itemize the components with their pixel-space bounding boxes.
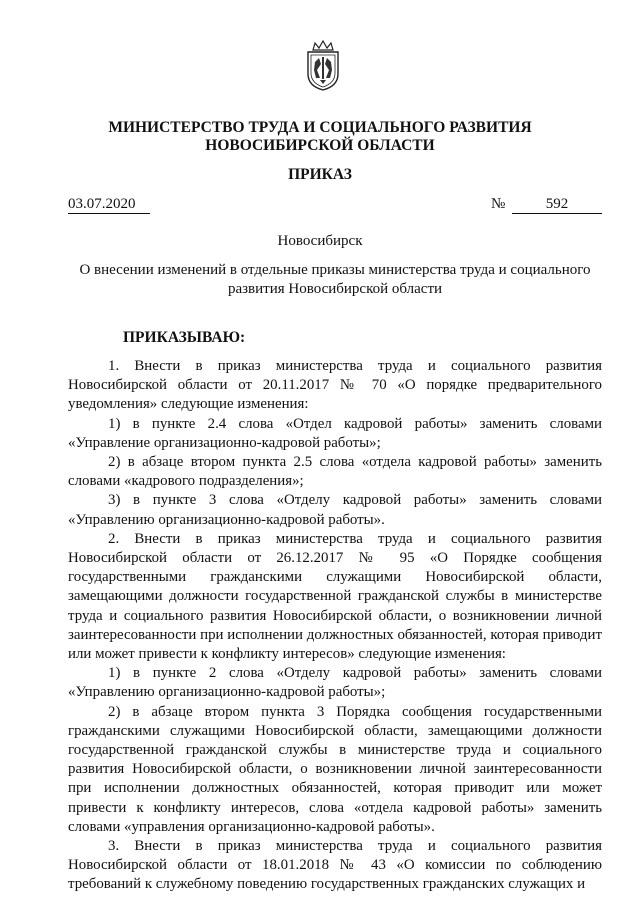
- paragraph: 1) в пункте 2.4 слова «Отдел кадровой работы» заменить словами «Управление организационно-кадровой работы»;: [68, 415, 602, 451]
- order-body: [68, 357, 602, 895]
- order-subject: О внесении изменений в отдельные приказы министерства труда и социального развития Новосибирской области: [79, 262, 591, 297]
- number-label: №: [491, 196, 506, 212]
- city: Новосибирск: [277, 233, 363, 249]
- ministry-name-line2: НОВОСИБИРСКОЙ ОБЛАСТИ: [205, 137, 435, 154]
- paragraph: 3. Внести в приказ министерства труда и социального развития Новосибирской области от 18.01.2018 № 43 «О комиссии по соблюдению требований к служебному поведению государственных гражданских служащих и: [68, 838, 602, 893]
- paragraph: 2. Внести в приказ министерства труда и социального развития Новосибирской области от 26.12.2017 № 95 «О Порядке сообщения государственными гражданскими служащими Новосибирской области, замещающими должности государственной гражданской службы в министерстве труда и социального развития Новосибирской области, о возникновении личной заинтересованности при исполнении должностных обязанностей, которая приводит или может привести к конфликту интересов» следующие изменения:: [68, 530, 602, 663]
- paragraph: 3) в пункте 3 слова «Отделу кадровой работы» заменить словами «Управлению организационно-кадровой работы».: [68, 492, 602, 528]
- order-date: 03.07.2020: [68, 195, 150, 214]
- ministry-name-line1: МИНИСТЕРСТВО ТРУДА И СОЦИАЛЬНОГО РАЗВИТИЯ: [108, 119, 532, 136]
- paragraph: 1) в пункте 2 слова «Отделу кадровой работы» заменить словами «Управлению организационно-кадровой работы»;: [68, 665, 602, 701]
- coat-of-arms-icon: [304, 40, 342, 92]
- document-type: ПРИКАЗ: [288, 166, 352, 183]
- order-number: 592: [512, 195, 602, 214]
- paragraph: 1. Внести в приказ министерства труда и социального развития Новосибирской области от 20.11.2017 № 70 «О порядке предварительного уведомления» следующие изменения:: [68, 358, 602, 413]
- paragraph: 2) в абзаце втором пункта 3 Порядка сообщения государственными гражданскими служащими Новосибирской области, замещающими должности государственной гражданской службы в министерстве труда и социального развития Новосибирской области, о возникновении личной заинтересованности при исполнении должностных обязанностей, которая приводит или может привести к конфликту интересов, слова «отдела кадровой работы» заменить словами «управления организационно-кадровой работы».: [68, 703, 602, 835]
- order-word: ПРИКАЗЫВАЮ:: [123, 329, 246, 346]
- paragraph: 2) в абзаце втором пункта 2.5 слова «отдела кадровой работы» заменить словами «кадрового подразделения»;: [68, 454, 602, 490]
